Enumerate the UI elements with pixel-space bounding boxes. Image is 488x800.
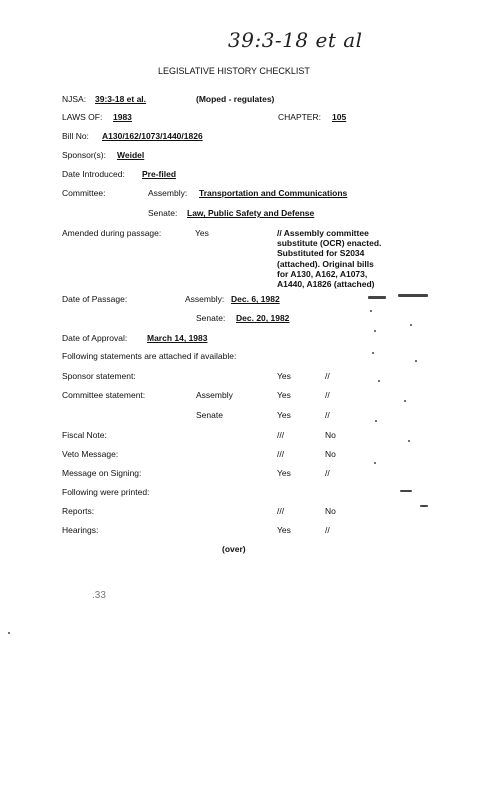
committee-statement-assembly-yes: Yes — [277, 390, 291, 400]
veto-message-yes: /// — [277, 449, 285, 459]
footer-over: (over) — [222, 544, 246, 554]
message-signing-no: // — [325, 468, 330, 478]
page-title: LEGISLATIVE HISTORY CHECKLIST — [158, 66, 310, 76]
njsa-value: 39:3-18 et al. — [95, 94, 147, 104]
printed-heading: Following were printed: — [62, 487, 150, 497]
reports-yes: /// — [277, 506, 285, 516]
date-introduced-label: Date Introduced: — [62, 169, 125, 179]
committee-assembly-label: Assembly: — [148, 188, 188, 198]
sponsors-label: Sponsor(s): — [62, 150, 106, 160]
veto-message-label: Veto Message: — [62, 449, 119, 459]
committee-statement-senate-yes: Yes — [277, 410, 291, 420]
passage-senate-label: Senate: — [196, 313, 226, 323]
passage-assembly-label: Assembly: — [185, 294, 225, 304]
njsa-label: NJSA: — [62, 94, 87, 104]
fiscal-note-no: No — [325, 430, 336, 440]
njsa-subject: (Moped - regulates) — [196, 94, 275, 104]
laws-of-label: LAWS OF: — [62, 112, 103, 122]
amended-note: // Assembly committee substitute (OCR) enacted. Substituted for S2034 (attached). Original bills for A130, A162, A1073, A1440, A1826 (attached) — [277, 228, 382, 289]
sponsor-statement-yes: Yes — [277, 371, 291, 381]
approval-value: March 14, 1983 — [147, 333, 208, 343]
laws-of-value: 1983 — [113, 112, 132, 122]
sponsor-statement-no: // — [325, 371, 330, 381]
scan-noise — [360, 290, 440, 520]
fiscal-note-yes: /// — [277, 430, 285, 440]
message-signing-label: Message on Signing: — [62, 468, 142, 478]
committee-statement-assembly-label: Assembly — [196, 390, 233, 400]
sponsors-value: Weidel — [117, 150, 145, 160]
committee-senate-label: Senate: — [148, 208, 178, 218]
veto-message-no: No — [325, 449, 336, 459]
committee-label: Committee: — [62, 188, 106, 198]
hearings-no: // — [325, 525, 330, 535]
passage-senate-value: Dec. 20, 1982 — [236, 313, 290, 323]
sponsor-statement-label: Sponsor statement: — [62, 371, 136, 381]
attached-heading: Following statements are attached if available: — [62, 351, 237, 361]
passage-label: Date of Passage: — [62, 294, 128, 304]
committee-statement-label: Committee statement: — [62, 390, 146, 400]
approval-label: Date of Approval: — [62, 333, 128, 343]
scan-speck — [8, 632, 10, 634]
handwritten-header: 39:3-18 et al — [228, 28, 363, 52]
committee-statement-assembly-no: // — [325, 390, 330, 400]
hearings-yes: Yes — [277, 525, 291, 535]
committee-statement-senate-label: Senate — [196, 410, 223, 420]
reports-label: Reports: — [62, 506, 95, 516]
committee-senate-value: Law, Public Safety and Defense — [187, 208, 315, 218]
committee-assembly-value: Transportation and Communications — [199, 188, 348, 198]
date-introduced-value: Pre-filed — [142, 169, 177, 179]
chapter-label: CHAPTER: — [278, 112, 321, 122]
committee-statement-senate-no: // — [325, 410, 330, 420]
message-signing-yes: Yes — [277, 468, 291, 478]
chapter-value: 105 — [332, 112, 347, 122]
amended-value: Yes — [195, 228, 209, 238]
passage-assembly-value: Dec. 6, 1982 — [231, 294, 280, 304]
bill-no-label: Bill No: — [62, 131, 89, 141]
fiscal-note-label: Fiscal Note: — [62, 430, 107, 440]
bill-no-value: A130/162/1073/1440/1826 — [102, 131, 203, 141]
hearings-label: Hearings: — [62, 525, 99, 535]
margin-mark: .33 — [92, 590, 106, 601]
reports-no: No — [325, 506, 336, 516]
amended-label: Amended during passage: — [62, 228, 162, 238]
